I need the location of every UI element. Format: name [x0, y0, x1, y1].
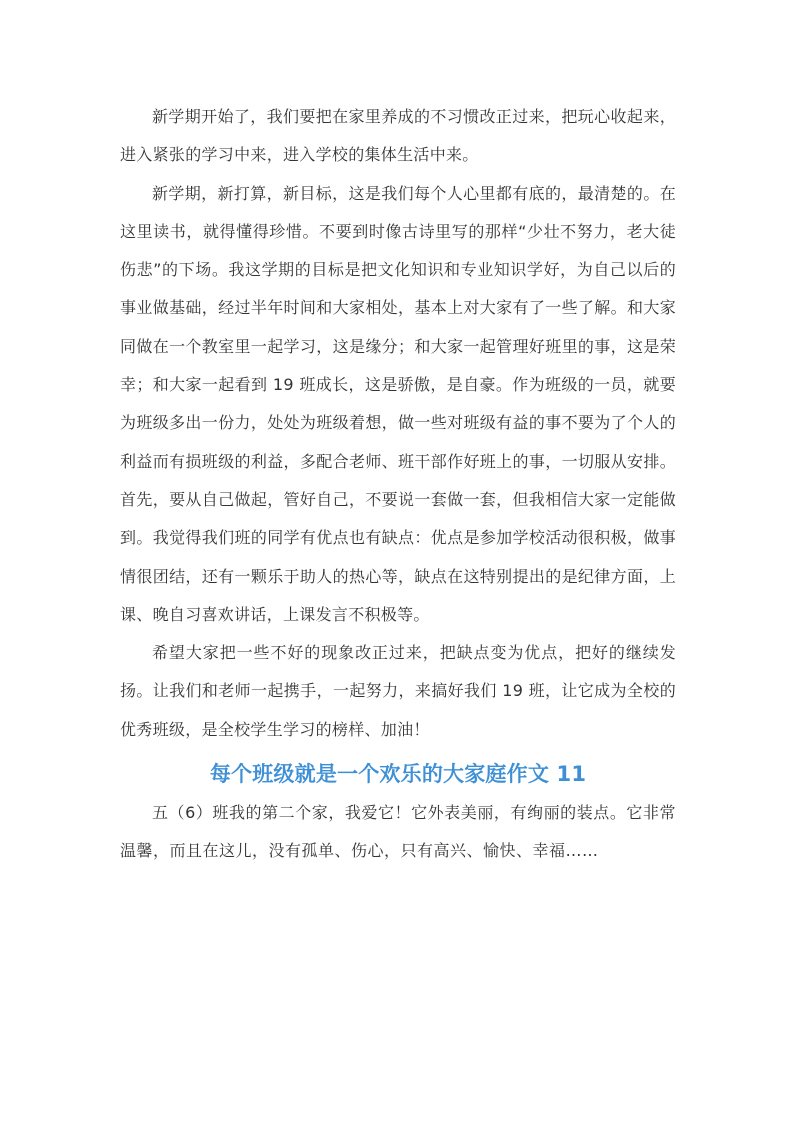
document-body: [120, 98, 676, 871]
paragraph-new-semester: 新学期开始了，我们要把在家里养成的不习惯改正过来，把玩心收起来，进入紧张的学习中来，进入学校的集体生活中来。: [120, 107, 676, 165]
essay-heading: 每个班级就是一个欢乐的大家庭作文 11: [209, 762, 587, 787]
paragraph-second-home: 五（6）班我的第二个家，我爱它！它外表美丽，有绚丽的装点。它非常温馨，而且在这儿，没有孤单、伤心，只有高兴、愉快、幸福……: [120, 803, 676, 861]
paragraph-goals: 新学期，新打算，新目标，这是我们每个人心里都有底的，最清楚的。在这里读书，就得懂得珍惜。不要到时像古诗里写的那样“少壮不努力，老大徒伤悲”的下场。我这学期的目标是把文化知识和专业知识学好，为自己以后的事业做基础，经过半年时间和大家相处，基本上对大家有了一些了解。和大家同做在一个教室里一起学习，这是缘分；和大家一起管理好班里的事，这是荣幸；和大家一起看到 19 班成长，这是骄傲，是自豪。作为班级的一员，就要为班级多出一份力，处处为班级着想，做一些对班级有益的事不要为了个人的利益而有损班级的利益，多配合老师、班干部作好班上的事，一切服从安排。首先，要从自己做起，管好自己，不要说一套做一套，但我相信大家一定能做到。我觉得我们班的同学有优点也有缺点：优点是参加学校活动很积极，做事情很团结，还有一颗乐于助人的热心等，缺点在这特别提出的是纪律方面，上课、晚自习喜欢讲话，上课发言不积极等。: [120, 183, 676, 624]
paragraph-hope: 希望大家把一些不好的现象改正过来，把缺点变为优点，把好的继续发扬。让我们和老师一起携手，一起努力，来搞好我们 19 班，让它成为全校的优秀班级，是全校学生学习的榜样、加油！: [120, 643, 676, 739]
